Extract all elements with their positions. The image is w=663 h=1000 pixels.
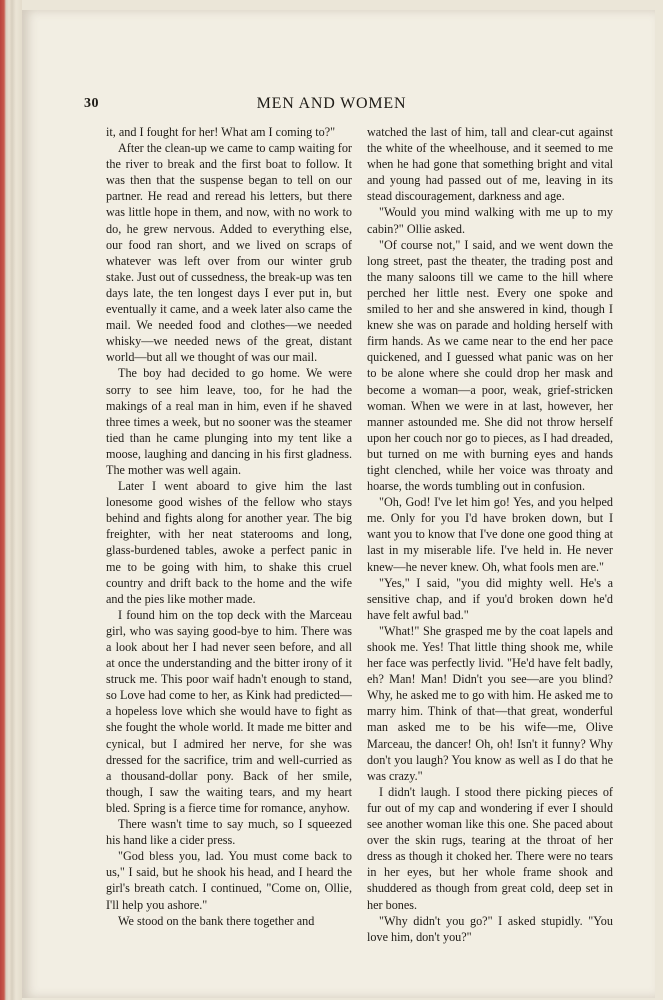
paragraph: "Of course not," I said, and we went down the long street, past the theater, the trading post and the many saloons till we came to the hill where perched her little nest. Every one spoke and smiled to her and she answered in kind, though I knew she was on parade and holding herself with firm hands. As we came near to the end her pace quickened, and I guessed what panic was on her to be alone where she could drop her mask and become a woman—a poor, weak, grief-stricken woman. When we were in at last, however, her manner astounded me. She did not throw herself upon her couch nor go to pieces, as I had dreaded, but turned on me with burning eyes and hands tight clenched, while her voice was throaty and hoarse, the words tumbling out in confusion. [367, 237, 613, 494]
paragraph: The boy had decided to go home. We were sorry to see him leave, too, for he had the makings of a real man in him, even if he shaved three times a week, but no sooner was the steamer tied than he came plunging into my tent like a moose, laughing and dancing in his first gladness. The mother was well again. [106, 366, 352, 477]
paragraph: "Why didn't you go?" I asked stupidly. "You love him, don't you?" [367, 913, 613, 944]
paragraph: There wasn't time to say much, so I squeezed his hand like a cider press. [106, 817, 352, 848]
left-text-column [106, 124, 352, 929]
paragraph: "God bless you, lad. You must come back to us," I said, but he shook his head, and I heard the girl's breath catch. I continued, "Come on, Ollie, I'll help you ashore." [106, 849, 352, 912]
paragraph: it, and I fought for her! What am I coming to?" [106, 125, 336, 139]
paragraph: After the clean-up we came to camp waiting for the river to break and the first boat to follow. It was then that the suspense began to tell on our partner. He read and reread his letters, but there was little hope in them, and now, with no work to do, he grew nervous. Added to everything else, our food ran short, and we lived on scraps of whatever was left over from our winter grub stake. Just out of cussedness, the break-up was ten days late, the ten longest days I ever put in, but eventually it came, and a week later also came the mail. We needed food and clothes—we needed whisky—we needed news of the great, distant world—but all we thought of was our mail. [106, 141, 352, 365]
paragraph: watched the last of him, tall and clear-cut against the white of the wheelhouse, and it seemed to me when he had gone that something bright and vital and young had passed out of me, leaving in its stead discouragement, darkness and age. [367, 125, 613, 204]
paragraph: Later I went aboard to give him the last lonesome good wishes of the fellow who stays behind and fights along for another year. The big freighter, with her neat staterooms and long, glass-burdened tables, awoke a perfect panic in me to be going with him, to shake this cruel country and drift back to the home and the wife and the pies like mother made. [106, 479, 352, 606]
paragraph: "Would you mind walking with me up to my cabin?" Ollie asked. [367, 205, 613, 236]
right-text-column [367, 124, 613, 945]
page-number: 30 [84, 96, 99, 111]
paragraph: "What!" She grasped me by the coat lapels and shook me. Yes! That little thing shook me, while her face was perfectly livid. "He'd have felt badly, eh? Man! Man! Didn't you see—are you blind? Why, he asked me to go with him. He asked me to marry him. Think of that—that great, wonderful man asked me to be his wife—me, Olive Marceau, the dancer! Oh, oh! Isn't it funny? Why don't you laugh? You know as well as I do that he was crazy." [367, 623, 613, 783]
paragraph: We stood on the bank there together and [118, 913, 315, 928]
book-page-edge [0, 0, 22, 1000]
paragraph: I didn't laugh. I stood there picking pieces of fur out of my cap and wondering if ever I should see another woman like this one. She paced about over the skin rugs, tearing at the throat of her dress as though it choked her. There were no tears in her eyes, but her whole frame shook and shuddered as though from great cold, deep set in her bones. [367, 784, 613, 912]
paragraph: "Yes," I said, "you did mighty well. He's a sensitive chap, and if you'd broken down he'd have felt awful bad." [367, 575, 613, 622]
paragraph: I found him on the top deck with the Marceau girl, who was saying good-bye to him. There was a look about her I had never seen before, and all at once the understanding and the bitter irony of it struck me. This poor waif hadn't enough to stand, so Love had come to her, as Kink had predicted—a hopeless love which she would have to fight as she fought the whole world. It made me bitter and cynical, but I admired her nerve, for she was dressed for the sacrifice, trim and well-curried as a thousand-dollar pony. Back of her smile, though, I saw the waiting tears, and my heart bled. Spring is a fierce time for romance, anyhow. [106, 607, 352, 815]
paragraph: "Oh, God! I've let him go! Yes, and you helped me. Only for you I'd have broken down, but I want you to know that I've done one good thing at last in my miserable life. I've held in. He never knew—he never knew. Oh, what fools men are." [367, 495, 613, 574]
running-title: MEN AND WOMEN [256, 95, 407, 112]
